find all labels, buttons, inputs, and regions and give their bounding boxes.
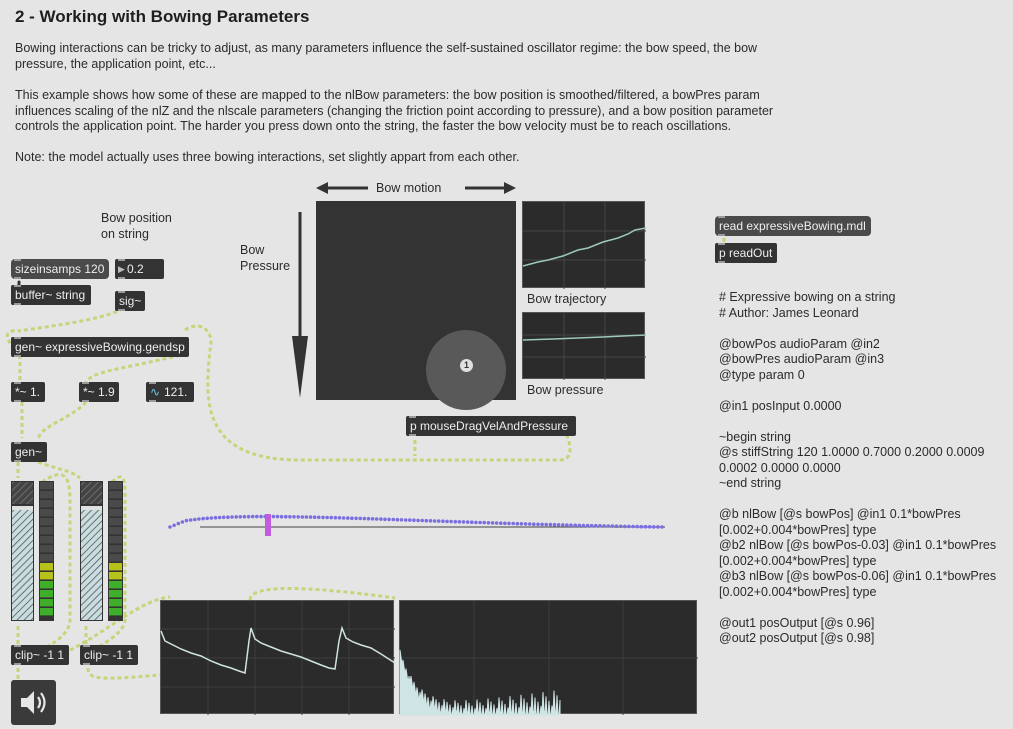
string-mass-point xyxy=(334,516,338,520)
string-mass-point xyxy=(487,521,491,525)
string-mass-point xyxy=(383,518,387,522)
intro-paragraph: Bowing interactions can be tricky to adjust, as many parameters influence the self-sustained oscillator regime: the bow speed, the bow pressure, the application point, etc... xyxy=(15,41,758,71)
string-mass-point xyxy=(495,521,499,525)
string-mass-point xyxy=(433,519,437,523)
string-mass-point xyxy=(631,525,635,529)
string-mass-point xyxy=(619,525,623,529)
bow-cursor-marker[interactable]: 1 xyxy=(460,359,473,372)
string-mass-point xyxy=(354,517,358,521)
string-mass-point xyxy=(218,516,222,520)
string-mass-point xyxy=(561,523,565,527)
mouse-drag-subpatch[interactable]: p mouseDragVelAndPressure xyxy=(406,416,576,436)
bow-pressure-axis-line2: Pressure xyxy=(240,259,291,273)
bow-pressure-axis-line1: Bow xyxy=(240,243,265,257)
string-mass-point xyxy=(416,519,420,523)
string-mass-point xyxy=(615,524,619,528)
code-line: @bowPres audioParam @in3 xyxy=(719,352,885,366)
string-mass-point xyxy=(177,522,181,526)
string-mass-point xyxy=(205,517,209,521)
string-mass-point xyxy=(598,524,602,528)
string-mass-point xyxy=(594,524,598,528)
string-mass-point xyxy=(478,521,482,525)
mult-1.9-object[interactable]: *~ 1.9 xyxy=(79,382,119,402)
code-line: @in1 posInput 0.0000 xyxy=(719,398,842,413)
string-mass-point xyxy=(367,517,371,521)
code-line: @out1 posOutput [@s 0.96] xyxy=(719,615,875,630)
string-mass-point xyxy=(470,520,474,524)
string-mass-point xyxy=(181,520,185,524)
string-mass-point xyxy=(507,522,511,526)
bow-pressure-label: Bow pressure xyxy=(527,383,604,397)
string-mass-point xyxy=(201,517,205,521)
string-mass-point xyxy=(321,516,325,520)
number-arrow-icon: ▶ xyxy=(118,264,125,274)
string-mass-point xyxy=(573,524,577,528)
code-line: 0.0002 0.0000 0.0000 xyxy=(719,460,841,475)
string-mass-point xyxy=(371,517,375,521)
string-mass-point xyxy=(491,521,495,525)
string-mass-point xyxy=(499,521,503,525)
string-mass-point xyxy=(210,516,214,520)
bow-position-marker xyxy=(265,514,271,536)
code-line: @b3 nlBow [@s bowPos-0.06] @in1 0.1*bowPres xyxy=(719,569,997,583)
string-mass-point xyxy=(400,518,404,522)
string-mass-point xyxy=(437,519,441,523)
string-mass-point xyxy=(466,520,470,524)
string-mass-point xyxy=(272,515,276,519)
string-mass-point xyxy=(516,522,520,526)
string-mass-point xyxy=(251,515,255,519)
code-line: [0.002+0.004*bowPres] type xyxy=(719,584,877,599)
string-mass-point xyxy=(569,523,573,527)
string-mass-point xyxy=(185,519,189,523)
string-mass-point xyxy=(404,518,408,522)
string-mass-point xyxy=(644,525,648,529)
code-line: @type param 0 xyxy=(719,367,805,382)
string-mass-point xyxy=(363,517,367,521)
string-mass-point xyxy=(301,515,305,519)
code-line xyxy=(719,383,1009,399)
string-mass-point xyxy=(284,515,288,519)
string-mass-point xyxy=(392,518,396,522)
string-mass-point xyxy=(652,525,656,529)
string-mass-point xyxy=(454,520,458,524)
string-mass-point xyxy=(276,515,280,519)
string-mass-point xyxy=(540,523,544,527)
string-mass-point xyxy=(590,524,594,528)
string-mass-point xyxy=(565,523,569,527)
code-line: [0.002+0.004*bowPres] type xyxy=(719,553,877,568)
string-mass-point xyxy=(379,517,383,521)
code-line: @s stiffString 120 1.0000 0.7000 0.2000 0.0009 xyxy=(719,445,985,459)
string-mass-point xyxy=(288,515,292,519)
string-mass-point xyxy=(429,519,433,523)
string-mass-point xyxy=(197,517,201,521)
string-mass-point xyxy=(536,523,540,527)
string-mass-point xyxy=(408,518,412,522)
code-line: @b2 nlBow [@s bowPos-0.03] @in1 0.1*bowPres xyxy=(719,538,997,552)
code-line: @b nlBow [@s bowPos] @in1 0.1*bowPres xyxy=(719,507,961,521)
string-mass-point xyxy=(524,522,528,526)
mult-1-object[interactable]: *~ 1. xyxy=(11,382,45,402)
signal-value: 121. xyxy=(164,385,188,399)
waveform-plot xyxy=(161,601,395,715)
string-mass-point xyxy=(193,518,197,522)
string-mass-point xyxy=(243,515,247,519)
string-mass-point xyxy=(503,522,507,526)
clip-left-object[interactable]: clip~ -1 1 xyxy=(11,645,69,665)
spectrum-display xyxy=(399,600,697,714)
string-mass-point xyxy=(168,525,172,529)
code-line: @bowPos audioParam @in2 xyxy=(719,336,880,351)
string-mass-point xyxy=(520,522,524,526)
code-line: ~end string xyxy=(719,476,782,490)
string-mass-point xyxy=(611,524,615,528)
code-line: @out2 posOutput [@s 0.98] xyxy=(719,631,875,645)
string-mass-point xyxy=(214,516,218,520)
string-mass-point xyxy=(350,516,354,520)
string-mass-point xyxy=(325,516,329,520)
string-mass-point xyxy=(458,520,462,524)
gen2-object[interactable]: gen~ xyxy=(11,442,47,462)
bow-trajectory-label: Bow trajectory xyxy=(527,292,607,306)
spectrum-plot xyxy=(400,601,698,715)
string-mass-point xyxy=(346,516,350,520)
string-mass-point xyxy=(635,525,639,529)
string-mass-point xyxy=(660,525,664,529)
string-mass-point xyxy=(313,515,317,519)
string-mass-point xyxy=(234,515,238,519)
code-line xyxy=(719,321,1009,337)
code-line xyxy=(719,492,1009,508)
string-mass-point xyxy=(586,524,590,528)
code-line: # Expressive bowing on a string xyxy=(719,290,896,304)
string-mass-point xyxy=(329,516,333,520)
sig-object[interactable]: sig~ xyxy=(115,291,145,311)
string-mass-point xyxy=(387,518,391,522)
note-paragraph: Note: the model actually uses three bowing interactions, set slightly appart from each other. xyxy=(15,150,520,164)
string-mass-point xyxy=(607,524,611,528)
page-title: 2 - Working with Bowing Parameters xyxy=(15,7,310,26)
string-mass-point xyxy=(358,517,362,521)
string-mass-point xyxy=(338,516,342,520)
string-mass-point xyxy=(375,517,379,521)
string-mass-point xyxy=(462,520,466,524)
string-mass-point xyxy=(247,515,251,519)
string-mass-point xyxy=(412,518,416,522)
string-mass-point xyxy=(482,521,486,525)
readout-subpatch[interactable]: p readOut xyxy=(715,243,777,263)
gen-main-object[interactable]: gen~ expressiveBowing.gendsp xyxy=(11,337,189,357)
code-line xyxy=(719,414,1009,430)
sine-wave-icon: ∿ xyxy=(150,385,161,399)
string-mass-point xyxy=(305,515,309,519)
string-mass-point xyxy=(474,521,478,525)
string-mass-point xyxy=(189,518,193,522)
string-mass-point xyxy=(557,523,561,527)
string-mass-point xyxy=(511,522,515,526)
string-mass-point xyxy=(640,525,644,529)
string-mass-point xyxy=(396,518,400,522)
string-mass-point xyxy=(553,523,557,527)
string-mass-point xyxy=(342,516,346,520)
bow-position-label-line1: Bow position xyxy=(101,211,172,225)
code-line: # Author: James Leonard xyxy=(719,305,859,320)
code-line: ~begin string xyxy=(719,429,791,444)
waveform-scope xyxy=(160,600,394,714)
string-mass-point xyxy=(296,515,300,519)
code-line xyxy=(719,600,1009,616)
string-mass-point xyxy=(317,516,321,520)
read-model-message[interactable]: read expressiveBowing.mdl xyxy=(715,216,871,236)
sizeinsamps-message[interactable]: sizeinsamps 120 xyxy=(11,259,109,279)
string-mass-point xyxy=(532,522,536,526)
clip-right-object[interactable]: clip~ -1 1 xyxy=(80,645,138,665)
bow-position-value: 0.2 xyxy=(127,262,144,276)
string-mass-point xyxy=(255,515,259,519)
string-mass-point xyxy=(239,515,243,519)
string-mass-point xyxy=(425,519,429,523)
code-line: [0.002+0.004*bowPres] type xyxy=(719,522,877,537)
string-mass-point xyxy=(627,525,631,529)
string-mass-point xyxy=(309,515,313,519)
string-mass-point xyxy=(648,525,652,529)
string-mass-point xyxy=(259,515,263,519)
string-mass-point xyxy=(656,525,660,529)
string-mass-point xyxy=(172,524,176,528)
description-paragraph: This example shows how some of these are mapped to the nlBow parameters: the bow position is smoothed/filtered, a bowPres param influences scaling of the nlZ and the nlscale parameters (changing the friction point according to pressure), and a bow position parameter controls the application point. The harder you press down onto the string, the faster the bow velocity must be to reach oscillations. xyxy=(15,88,774,133)
string-mass-point xyxy=(420,519,424,523)
string-mass-point xyxy=(441,519,445,523)
bow-position-label-line2: on string xyxy=(101,227,149,241)
string-mass-point xyxy=(623,525,627,529)
bow-motion-label: Bow motion xyxy=(376,181,442,195)
string-mass-point xyxy=(230,515,234,519)
string-mass-point xyxy=(222,516,226,520)
string-mass-point xyxy=(226,515,230,519)
string-mass-point xyxy=(544,523,548,527)
string-mass-point xyxy=(528,522,532,526)
string-mass-point xyxy=(549,523,553,527)
string-mass-point xyxy=(449,520,453,524)
model-script xyxy=(719,290,1009,647)
string-mass-point xyxy=(582,524,586,528)
string-mass-point xyxy=(445,520,449,524)
buffer-object[interactable]: buffer~ string xyxy=(11,285,91,305)
string-mass-point xyxy=(292,515,296,519)
string-mass-point xyxy=(602,524,606,528)
string-mass-point xyxy=(280,515,284,519)
string-mass-point xyxy=(578,524,582,528)
